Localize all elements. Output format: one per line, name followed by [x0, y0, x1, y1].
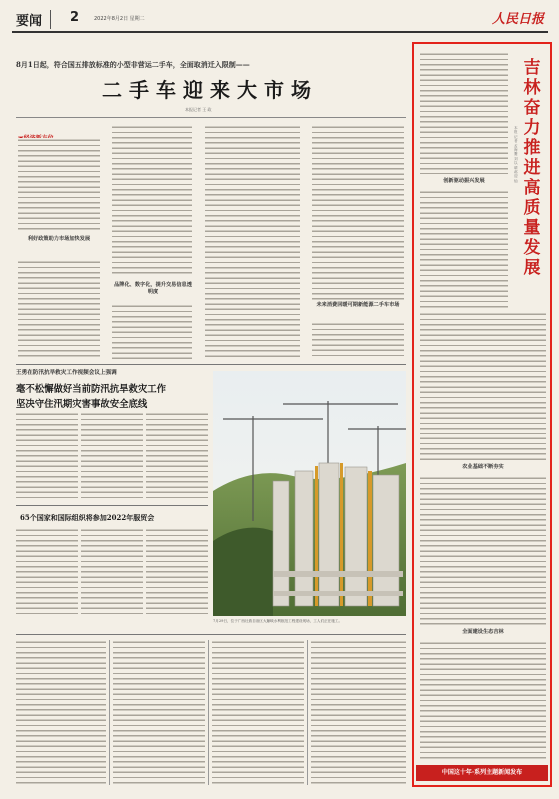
jilin-byline: 本报记者 孟海鹰 刘以晴 郝迎灿 [514, 126, 518, 183]
section-name: 要闻 [16, 14, 43, 29]
jilin-headline-char: 发 [523, 238, 541, 258]
jilin-headline [522, 58, 542, 278]
jilin-body-2 [420, 436, 546, 462]
jilin-headline-char: 展 [523, 258, 541, 278]
flood-headline-1: 毫不松懈做好当前防汛抗旱救灾工作 [16, 384, 167, 395]
series-banner-text: 中国这十年·系列主题新闻发布 [441, 769, 523, 776]
jilin-subhead-agriculture: 农业基础不断夯实 [462, 464, 504, 470]
jilin-headline-char: 量 [523, 218, 541, 238]
bottom-col1 [16, 640, 106, 785]
jilin-body-1b [420, 312, 546, 434]
jilin-headline-char: 奋 [523, 98, 541, 118]
trade-body [16, 528, 208, 616]
masthead-rule [12, 31, 548, 33]
lead-body-col4b [312, 322, 404, 360]
lead-subhead-economy [18, 125, 90, 134]
lead-kicker: 8月1日起，符合国五排放标准的小型非营运二手车，全面取消迁入限制—— [16, 60, 250, 69]
bottom-col3 [212, 640, 304, 785]
lead-body-col4a [312, 125, 404, 300]
trade-headline: 65个国家和国际组织将参加2022年服贸会 [20, 513, 155, 522]
jilin-headline-char: 高 [523, 178, 541, 198]
lead-subhead-policy: 利好政策助力市场加快发展 [27, 236, 91, 242]
jilin-headline-char: 林 [523, 78, 541, 98]
construction-photo [213, 371, 406, 616]
page-number: 2 [70, 10, 80, 25]
issue-date: 2022年8月2日 星期二 [94, 16, 145, 22]
flood-body [16, 412, 208, 502]
jilin-body-1 [420, 190, 508, 310]
lead-body-col1b [18, 260, 100, 360]
jilin-story-highlight-box[interactable] [412, 42, 552, 787]
jilin-subhead-innovation: 创新驱动振兴发展 [443, 178, 485, 184]
jilin-headline-char: 力 [523, 118, 541, 138]
jilin-subhead-ecology: 全面建设生态吉林 [462, 629, 504, 635]
lead-byline: 本报记者 王 政 [185, 107, 212, 112]
lead-subhead-brand: 品牌化、数字化，提升交易信息透明度 [114, 282, 192, 295]
lead-body-col2b [112, 304, 192, 360]
jilin-body-3 [420, 641, 546, 759]
lead-body-col3 [205, 125, 300, 360]
jilin-headline-char: 推 [523, 138, 541, 158]
dam-construction-image [213, 371, 406, 616]
lead-subhead-future: 未来消费回暖可期新能源二手车市场 [316, 302, 400, 308]
flood-kicker: 王勇在防汛抗旱救灾工作视频会议上强调 [16, 370, 117, 376]
lead-body-col2a [112, 125, 192, 275]
flood-headline-2: 坚决守住汛期灾害事故安全底线 [16, 399, 148, 410]
masthead [12, 8, 548, 30]
jilin-headline-char: 质 [523, 198, 541, 218]
newspaper-logo: 人民日报 [491, 12, 544, 27]
jilin-body-2b [420, 476, 546, 626]
lead-headline: 二手车迎来大市场 [102, 78, 318, 102]
jilin-series-banner [416, 765, 548, 781]
jilin-lead-text [420, 52, 508, 174]
photo-caption: 7月29日，位于广西壮族自治区大藤峡水利枢纽工程建设现场，工人们正在施工。 [213, 619, 343, 623]
bottom-col2 [113, 640, 205, 785]
jilin-headline-char: 吉 [523, 58, 541, 78]
jilin-headline-char: 进 [523, 158, 541, 178]
bottom-col4 [311, 640, 406, 785]
lead-body-col1a [18, 138, 100, 233]
jilin-headline-chars [522, 58, 542, 278]
